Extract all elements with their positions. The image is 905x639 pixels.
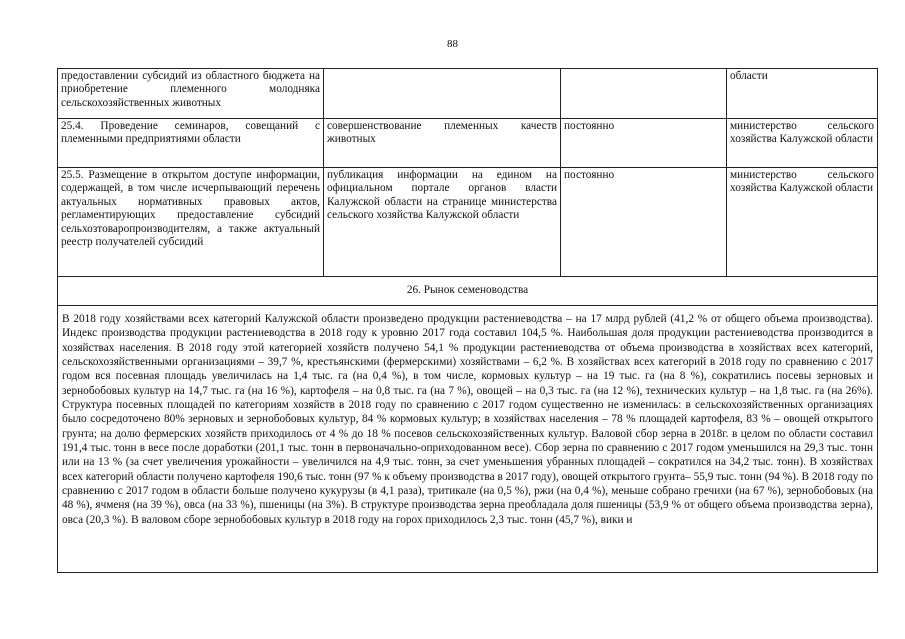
measure-cell: 25.5. Размещение в открытом доступе информации, содержащей, в том числе исчерпывающий перечень актуальных нормативных правовых актов, регламентирующих предоставление субсидий сельхозтоваропроизводителям, а также актуальный реестр получателей субсидий (58, 168, 324, 277)
table-row (58, 168, 878, 277)
paragraph-row (58, 306, 878, 573)
executor-cell: области (727, 69, 878, 119)
measures-table (57, 68, 878, 573)
result-cell (324, 69, 561, 119)
table-row (58, 119, 878, 168)
paragraph-cell (58, 306, 878, 573)
table-row (58, 69, 878, 119)
result-cell: совершенствование племенных качеств животных (324, 119, 561, 168)
page-number: 88 (447, 38, 458, 50)
executor-cell: министерство сельского хозяйства Калужской области (727, 168, 878, 277)
executor-cell: министерство сельского хозяйства Калужской области (727, 119, 878, 168)
term-cell (561, 69, 727, 119)
term-cell: постоянно (561, 168, 727, 277)
section-paragraph: В 2018 году хозяйствами всех категорий Калужской области произведено продукции растениеводства – на 17 млрд рублей (41,2 % от общего объема производства). Индекс производства продукции растениеводства в 2018 году к уровню 2017 года составил 104,5 %. Наибольшая доля продукции растениеводства производится в хозяйствах населения. В 2018 году этой категорией хозяйств получено 54,1 % продукции растениеводства от объема производства в хозяйствах всех категорий, сельскохозяйственными организациями – 39,7 %, крестьянскими (фермерскими) хозяйствами – 6,2 %. В хозяйствах всех категорий в 2018 году по сравнению с 2017 годом вся посевная площадь увеличилась на 1,4 тыс. га (на 0,4 %), в том числе, кормовых культур – на 19 тыс. га (на 8 %), сократились посевы зерновых и зернобобовых культур на 14,7 тыс. га (на 16 %), картофеля – на 0,8 тыс. га (на 7 %), овощей – на 0,3 тыс. га (на 12 %), технических культур – на 1,8 тыс. га (на 26%). Структура посевных площадей по категориям хозяйств в 2018 году по сравнению с 2017 годом существенно не изменилась: в сельскохозяйственных организациях было сосредоточено 80% зерновых и зернобобовых культур, 84 % кормовых культур; в хозяйствах населения – 78 % площадей картофеля, 83 % – овощей открытого грунта; на долю фермерских хозяйств приходилось от 4 % до 18 % посевов сельскохозяйственных культур. Валовой сбор зерна в 2018г. в целом по области составил 191,4 тыс. тонн в весе после доработки (201,1 тыс. тонн в первоначально-оприходованном весе). Сбор зерна по сравнению с 2017 годом уменьшился на 29,3 тыс. тонн или на 13 % (за счет увеличения урожайности – увеличился на 4,9 тыс. тонн, за счет уменьшения убранных площадей – сократился на 34,2 тыс. тонн). В хозяйствах всех категорий области получено картофеля 190,6 тыс. тонн (97 % к объему производства в 2017 году), овощей открытого грунта– 55,9 тыс. тонн (94 %). В 2018 году по сравнению с 2017 годом в области больше получено кукурузы (в 4,1 раза), тритикале (на 0,5 %), ржи (на 0,4 %), меньше собрано гречихи (на 67 %), зернобобовых (на 48 %), ячменя (на 39 %), овса (на 33 %), пшеницы (на 3%). В структуре производства зерна преобладала доля пшеницы (53,9 % от общего объема производства зерна), овса (20,3 %). В валовом сборе зернобобовых культур в 2018 году на горох приходилось 2,3 тыс. тонн (45,7 %), вики и (62, 313, 873, 526)
result-cell: публикация информации на едином на официальном портале органов власти Калужской области на странице министерства сельского хозяйства Калужской области (324, 168, 561, 277)
measure-cell: 25.4. Проведение семинаров, совещаний с племенными предприятиями области (58, 119, 324, 168)
section-title: 26. Рынок семеноводства (58, 277, 878, 306)
measure-cell: предоставлении субсидий из областного бюджета на приобретение племенного молодняка сельскохозяйственных животных (58, 69, 324, 119)
term-cell: постоянно (561, 119, 727, 168)
section-heading-row (58, 277, 878, 306)
